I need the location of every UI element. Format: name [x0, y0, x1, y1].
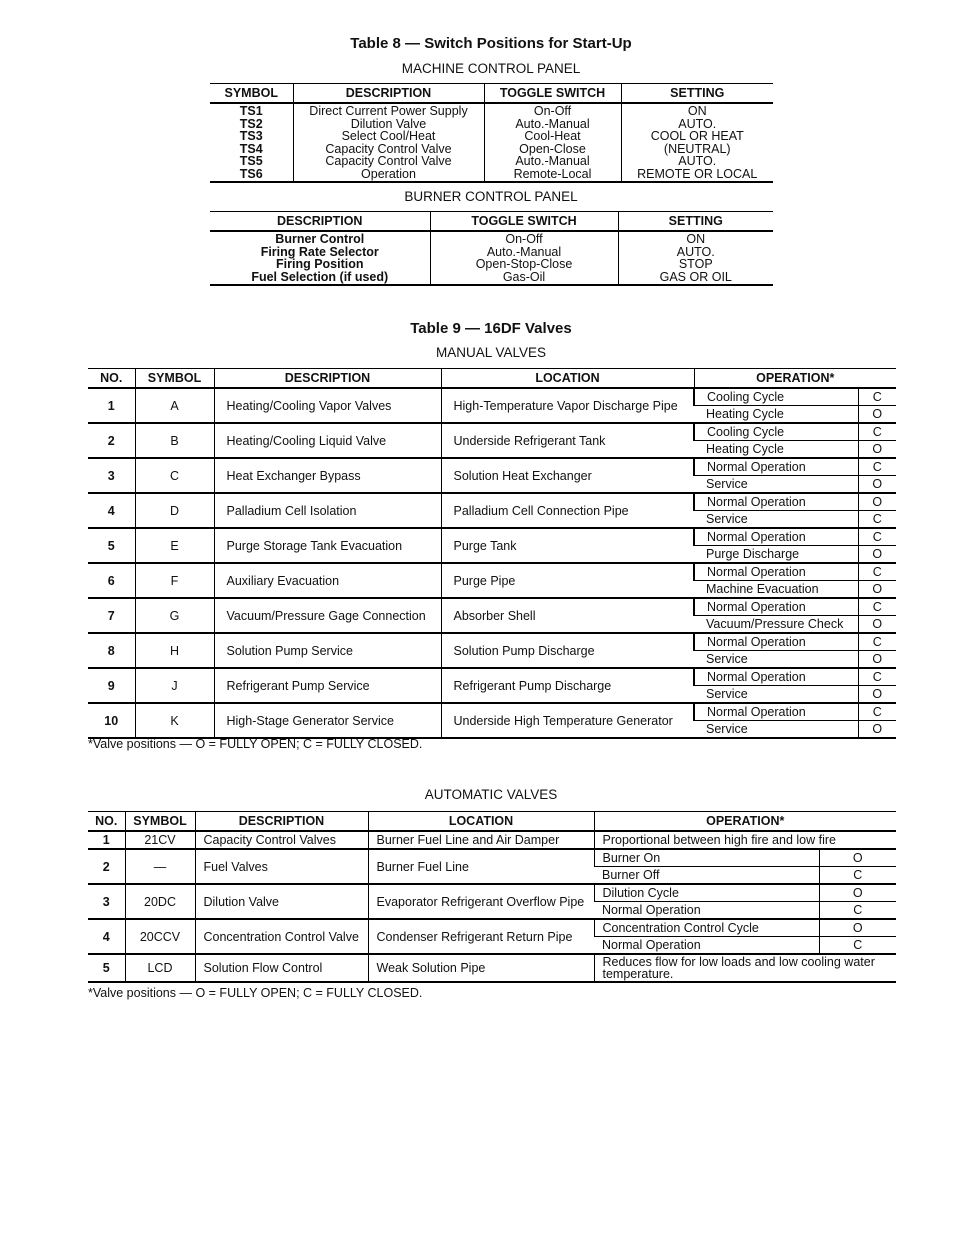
header-no: NO. — [88, 812, 125, 832]
table-row — [88, 528, 896, 546]
machine-panel-subtitle: MACHINE CONTROL PANEL — [401, 61, 581, 76]
table-row — [88, 633, 896, 651]
operation-label: Service — [694, 511, 858, 529]
row-location: Solution Pump Discharge — [441, 633, 694, 668]
setting-list — [621, 103, 773, 182]
row-symbol: LCD — [125, 954, 195, 982]
operation-label: Proportional between high fire and low fire — [594, 831, 896, 849]
description-cell: Capacity Control Valve — [325, 154, 452, 168]
setting-cell: REMOTE OR LOCAL — [637, 166, 758, 181]
setting-cell: COOL OR HEAT — [650, 129, 744, 143]
operation-code: C — [858, 528, 896, 546]
row-symbol: 21CV — [125, 831, 195, 849]
table-row — [210, 103, 773, 182]
row-description: Refrigerant Pump Service — [214, 668, 441, 703]
operation-label: Machine Evacuation — [694, 581, 858, 599]
operation-label: Normal Operation — [694, 563, 858, 581]
operation-label: Reduces flow for low loads and low cooling water temperature. — [594, 954, 896, 982]
toggle-cell: Auto.-Manual — [486, 244, 562, 259]
toggle-cell: Remote-Local — [513, 166, 592, 181]
toggle-cell: On-Off — [533, 104, 572, 118]
setting-cell: AUTO. — [678, 116, 717, 131]
table-row — [88, 458, 896, 476]
header-location: LOCATION — [368, 812, 594, 832]
row-description: Auxiliary Evacuation — [214, 563, 441, 598]
machine-control-table — [210, 83, 773, 183]
toggle-cell: On-Off — [505, 232, 543, 246]
header-no: NO. — [88, 369, 135, 389]
row-description: Vacuum/Pressure Gage Connection — [214, 598, 441, 633]
setting-cell: AUTO. — [678, 154, 717, 168]
symbol-list — [210, 103, 293, 182]
header-description: DESCRIPTION — [293, 84, 484, 104]
description-cell: Fuel Selection (if used) — [251, 269, 389, 284]
row-number: 7 — [88, 598, 135, 633]
header-symbol: SYMBOL — [135, 369, 214, 389]
header-toggle-switch: TOGGLE SWITCH — [430, 212, 618, 232]
row-location: Purge Tank — [441, 528, 694, 563]
description-list — [293, 103, 484, 182]
row-symbol: E — [135, 528, 214, 563]
operation-label: Normal Operation — [694, 668, 858, 686]
symbol-cell: TS1 — [239, 104, 263, 118]
setting-cell: ON — [687, 104, 707, 118]
row-number: 1 — [88, 388, 135, 423]
operation-code: C — [819, 937, 896, 955]
operation-code: C — [858, 703, 896, 721]
table9-title: Table 9 — 16DF Valves — [410, 320, 572, 337]
row-description: Heat Exchanger Bypass — [214, 458, 441, 493]
toggle-cell: Cool-Heat — [524, 129, 581, 143]
operation-code: C — [858, 388, 896, 406]
row-description: Concentration Control Valve — [195, 919, 368, 954]
burner-panel-subtitle: BURNER CONTROL PANEL — [404, 189, 578, 204]
operation-code: C — [858, 668, 896, 686]
header-description: DESCRIPTION — [210, 212, 430, 232]
table-row — [88, 884, 896, 902]
row-description: Heating/Cooling Liquid Valve — [214, 423, 441, 458]
operation-code: C — [819, 902, 896, 920]
header-setting: SETTING — [621, 84, 773, 104]
toggle-cell: Open-Stop-Close — [475, 257, 573, 271]
row-description: Solution Pump Service — [214, 633, 441, 668]
table-header-row — [210, 212, 773, 232]
operation-label: Burner Off — [594, 867, 819, 885]
manual-valves-subtitle: MANUAL VALVES — [435, 345, 547, 360]
operation-code: O — [858, 476, 896, 494]
description-cell: Firing Position — [276, 257, 364, 271]
row-number: 1 — [88, 831, 125, 849]
operation-label: Vacuum/Pressure Check — [694, 616, 858, 634]
table-row — [88, 668, 896, 686]
row-location: Purge Pipe — [441, 563, 694, 598]
header-operation: OPERATION* — [594, 812, 896, 832]
row-description: Dilution Valve — [195, 884, 368, 919]
operation-code: O — [858, 651, 896, 669]
operation-code: O — [819, 884, 896, 902]
operation-label: Burner On — [594, 849, 819, 867]
operation-label: Normal Operation — [694, 458, 858, 476]
operation-code: O — [858, 493, 896, 511]
operation-label: Cooling Cycle — [694, 423, 858, 441]
row-description: Solution Flow Control — [195, 954, 368, 982]
setting-cell: ON — [686, 232, 706, 246]
operation-code: C — [819, 867, 896, 885]
operation-code: O — [858, 581, 896, 599]
table-row — [88, 849, 896, 867]
symbol-cell: TS3 — [239, 129, 263, 143]
symbol-cell: TS5 — [239, 154, 263, 168]
row-number: 10 — [88, 703, 135, 738]
automatic-valves-table — [88, 811, 896, 983]
description-cell: Burner Control — [275, 232, 365, 246]
row-location: Underside High Temperature Generator — [441, 703, 694, 738]
symbol-cell: TS2 — [239, 116, 263, 131]
operation-label: Normal Operation — [694, 598, 858, 616]
row-symbol: J — [135, 668, 214, 703]
row-description: Palladium Cell Isolation — [214, 493, 441, 528]
header-description: DESCRIPTION — [214, 369, 441, 389]
row-number: 2 — [88, 423, 135, 458]
description-cell: Operation — [361, 166, 416, 181]
operation-label: Heating Cycle — [694, 406, 858, 424]
row-description: High-Stage Generator Service — [214, 703, 441, 738]
setting-cell: GAS OR OIL — [659, 269, 732, 284]
header-description: DESCRIPTION — [195, 812, 368, 832]
description-cell: Select Cool/Heat — [341, 129, 436, 143]
symbol-cell: TS6 — [239, 166, 263, 181]
row-location: Weak Solution Pipe — [368, 954, 594, 982]
description-list — [210, 231, 430, 285]
operation-label: Normal Operation — [694, 633, 858, 651]
operation-label: Dilution Cycle — [594, 884, 819, 902]
row-number: 3 — [88, 458, 135, 493]
operation-code: C — [858, 633, 896, 651]
row-symbol: K — [135, 703, 214, 738]
operation-label: Normal Operation — [594, 937, 819, 955]
row-symbol: D — [135, 493, 214, 528]
operation-label: Normal Operation — [694, 528, 858, 546]
operation-code: O — [858, 721, 896, 739]
row-location: Palladium Cell Connection Pipe — [441, 493, 694, 528]
manual-valves-table — [88, 368, 896, 739]
header-location: LOCATION — [441, 369, 694, 389]
manual-footnote: *Valve positions — O = FULLY OPEN; C = FULLY CLOSED. — [88, 737, 423, 751]
automatic-valves-subtitle: AUTOMATIC VALVES — [424, 787, 558, 802]
header-toggle-switch: TOGGLE SWITCH — [484, 84, 621, 104]
row-description: Capacity Control Valves — [195, 831, 368, 849]
table-header-row — [88, 369, 896, 389]
row-number: 5 — [88, 528, 135, 563]
table-row — [88, 598, 896, 616]
operation-label: Normal Operation — [594, 902, 819, 920]
row-location: Burner Fuel Line — [368, 849, 594, 884]
operation-label: Purge Discharge — [694, 546, 858, 564]
operation-code: O — [819, 919, 896, 937]
table-header-row — [210, 84, 773, 104]
operation-code: C — [858, 458, 896, 476]
table-row — [88, 388, 896, 406]
row-location: Burner Fuel Line and Air Damper — [368, 831, 594, 849]
toggle-cell: Open-Close — [519, 141, 586, 156]
operation-label: Concentration Control Cycle — [594, 919, 819, 937]
row-symbol: 20CCV — [125, 919, 195, 954]
operation-code: C — [858, 598, 896, 616]
row-symbol: A — [135, 388, 214, 423]
operation-label: Service — [694, 686, 858, 704]
row-symbol: F — [135, 563, 214, 598]
table-row — [88, 563, 896, 581]
description-cell: Capacity Control Valve — [325, 141, 452, 156]
table-row — [88, 954, 896, 982]
table-header-row — [88, 812, 896, 832]
row-location: Solution Heat Exchanger — [441, 458, 694, 493]
toggle-list — [484, 103, 621, 182]
description-cell: Direct Current Power Supply — [309, 104, 468, 118]
header-symbol: SYMBOL — [210, 84, 293, 104]
header-operation: OPERATION* — [694, 369, 896, 389]
row-symbol: 20DC — [125, 884, 195, 919]
row-symbol: B — [135, 423, 214, 458]
header-symbol: SYMBOL — [125, 812, 195, 832]
row-symbol: C — [135, 458, 214, 493]
row-symbol: G — [135, 598, 214, 633]
row-description: Fuel Valves — [195, 849, 368, 884]
operation-label: Cooling Cycle — [694, 388, 858, 406]
table-row — [210, 231, 773, 285]
operation-label: Service — [694, 721, 858, 739]
row-symbol: — — [125, 849, 195, 884]
table-row — [88, 831, 896, 849]
row-symbol: H — [135, 633, 214, 668]
row-number: 6 — [88, 563, 135, 598]
row-location: Absorber Shell — [441, 598, 694, 633]
automatic-footnote: *Valve positions — O = FULLY OPEN; C = FULLY CLOSED. — [88, 986, 423, 1000]
burner-control-table — [210, 211, 773, 286]
operation-code: O — [858, 546, 896, 564]
table-row — [88, 493, 896, 511]
row-number: 3 — [88, 884, 125, 919]
row-number: 2 — [88, 849, 125, 884]
toggle-cell: Auto.-Manual — [515, 116, 590, 131]
description-cell: Dilution Valve — [350, 116, 427, 131]
row-number: 5 — [88, 954, 125, 982]
row-location: Underside Refrigerant Tank — [441, 423, 694, 458]
toggle-list — [430, 231, 618, 285]
row-description: Heating/Cooling Vapor Valves — [214, 388, 441, 423]
table-row — [88, 703, 896, 721]
toggle-cell: Gas-Oil — [502, 269, 546, 284]
row-location: Refrigerant Pump Discharge — [441, 668, 694, 703]
operation-code: O — [819, 849, 896, 867]
operation-label: Normal Operation — [694, 493, 858, 511]
operation-code: C — [858, 563, 896, 581]
setting-cell: AUTO. — [676, 244, 715, 259]
operation-code: C — [858, 423, 896, 441]
operation-label: Normal Operation — [694, 703, 858, 721]
setting-list — [618, 231, 773, 285]
row-location: Evaporator Refrigerant Overflow Pipe — [368, 884, 594, 919]
toggle-cell: Auto.-Manual — [515, 154, 590, 168]
setting-cell: (NEUTRAL) — [663, 141, 731, 156]
operation-label: Service — [694, 476, 858, 494]
row-number: 8 — [88, 633, 135, 668]
description-cell: Firing Rate Selector — [260, 244, 379, 259]
operation-code: O — [858, 406, 896, 424]
row-number: 4 — [88, 493, 135, 528]
table8-title: Table 8 — Switch Positions for Start-Up — [350, 35, 632, 52]
operation-label: Service — [694, 651, 858, 669]
row-description: Purge Storage Tank Evacuation — [214, 528, 441, 563]
row-location: Condenser Refrigerant Return Pipe — [368, 919, 594, 954]
setting-cell: STOP — [678, 257, 713, 271]
operation-label: Heating Cycle — [694, 441, 858, 459]
row-number: 4 — [88, 919, 125, 954]
symbol-cell: TS4 — [239, 141, 263, 156]
table-row — [88, 919, 896, 937]
operation-code: O — [858, 616, 896, 634]
row-location: High-Temperature Vapor Discharge Pipe — [441, 388, 694, 423]
header-setting: SETTING — [618, 212, 773, 232]
table-row — [88, 423, 896, 441]
operation-code: O — [858, 686, 896, 704]
row-number: 9 — [88, 668, 135, 703]
operation-code: C — [858, 511, 896, 529]
operation-code: O — [858, 441, 896, 459]
